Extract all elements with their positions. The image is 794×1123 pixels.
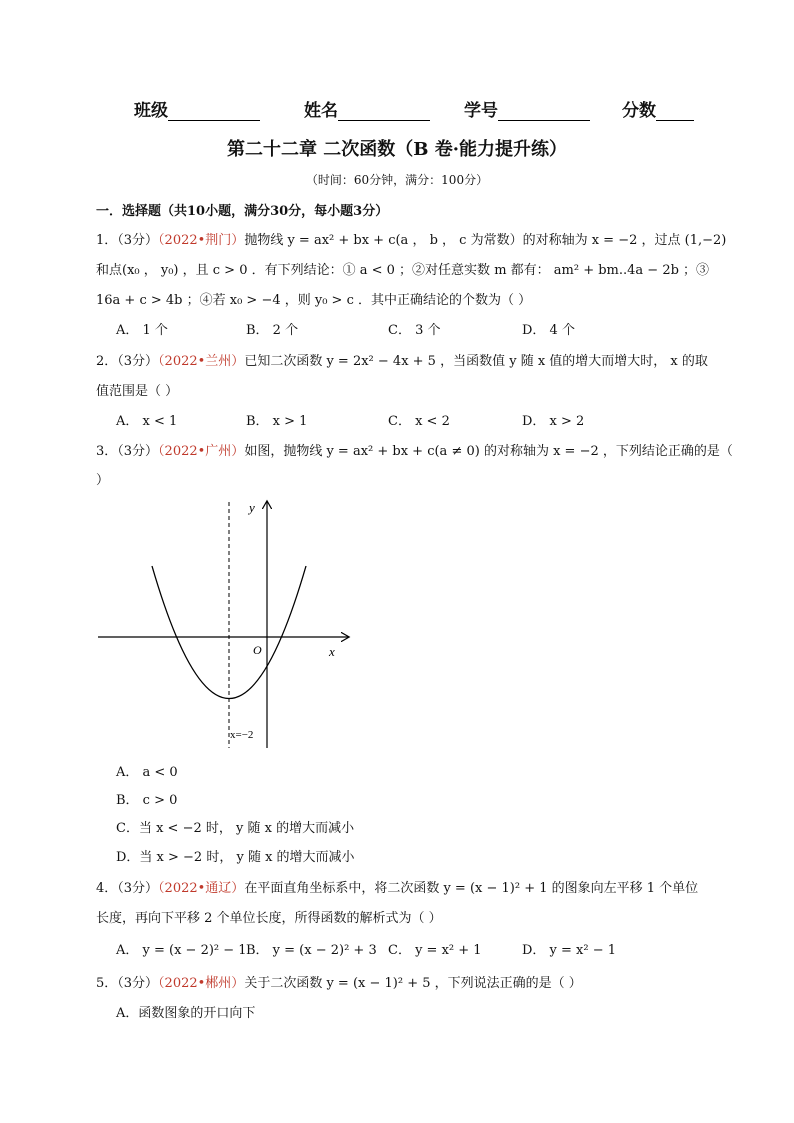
q2-text-1: 已知二次函数 y = 2x² − 4x + 5 ，当函数值 y 随 x 值的增大而增大时， x 的取 xyxy=(244,354,708,369)
page-subtitle: （时间：60分钟，满分：100分） xyxy=(305,173,489,187)
q5-source: （2022•郴州） xyxy=(158,976,245,991)
number-field[interactable] xyxy=(464,96,590,121)
q3-option-b[interactable]: B． c > 0 xyxy=(116,793,178,808)
q1-option-c[interactable]: C． 3 个 xyxy=(388,323,441,338)
q1-option-d[interactable]: D． 4 个 xyxy=(522,323,575,338)
q4-source: （2022•通辽） xyxy=(158,881,245,896)
symmetry-line-label: x=−2 xyxy=(230,729,254,741)
q1-line-2: 和点(x₀ ， y₀) ，且 c > 0 ．有下列结论：① a < 0 ；②对任意实数 m 都有： am² + bm..4a − 2b ；③ xyxy=(96,263,710,278)
score-label: 分数 xyxy=(622,101,656,121)
class-blank[interactable] xyxy=(168,102,260,121)
number-blank[interactable] xyxy=(498,102,590,121)
score-blank[interactable] xyxy=(656,102,694,121)
q3-line-1 xyxy=(96,440,733,459)
name-field[interactable] xyxy=(304,96,430,121)
q3-option-c[interactable]: C．当 x < −2 时， y 随 x 的增大而减小 xyxy=(116,821,355,836)
q3-number: 3．（3分） xyxy=(96,444,159,459)
q1-number: 1．（3分） xyxy=(96,233,159,248)
q1-option-a[interactable]: A． 1 个 xyxy=(116,323,168,338)
parabola-graph xyxy=(90,494,360,756)
q1-line-3: 16a + c > 4b ；④若 x₀ > −4 ，则 y₀ > c ．其中正确结论的个数为（ ） xyxy=(96,293,532,308)
section-heading: 一．选择题（共10小题，满分30分，每小题3分） xyxy=(96,204,389,219)
q4-line-2: 长度，再向下平移 2 个单位长度，所得函数的解析式为（ ） xyxy=(96,911,442,926)
q1-option-b[interactable]: B． 2 个 xyxy=(246,323,299,338)
q4-text-1: 在平面直角坐标系中，将二次函数 y = (x − 1)² + 1 的图象向左平移 1 个单位 xyxy=(244,881,699,896)
q2-option-b[interactable]: B． x > 1 xyxy=(246,414,308,429)
q2-option-d[interactable]: D． x > 2 xyxy=(522,414,585,429)
q1-line-1 xyxy=(96,229,726,248)
name-label: 姓名 xyxy=(304,101,338,121)
q2-source: （2022•兰州） xyxy=(158,354,245,369)
q4-line-1 xyxy=(96,877,698,896)
y-axis-label: y xyxy=(249,500,255,515)
q5-number: 5．（3分） xyxy=(96,976,159,991)
q5-text-1: 关于二次函数 y = (x − 1)² + 5 ，下列说法正确的是（ ） xyxy=(244,976,582,991)
q4-option-a[interactable]: A． y = (x − 2)² − 1 xyxy=(116,943,247,958)
q2-option-c[interactable]: C． x < 2 xyxy=(388,414,450,429)
name-blank[interactable] xyxy=(338,102,430,121)
score-field[interactable] xyxy=(622,96,694,121)
q2-number: 2．（3分） xyxy=(96,354,159,369)
q5-option-a[interactable]: A．函数图象的开口向下 xyxy=(116,1006,256,1021)
q3-line-2: ） xyxy=(96,473,110,488)
q3-text-1: 如图，抛物线 y = ax² + bx + c(a ≠ 0) 的对称轴为 x = −2 ，下列结论正确的是（ xyxy=(244,444,733,459)
q1-text-1: 抛物线 y = ax² + bx + c(a ， b ， c 为常数）的对称轴为 x = −2 ，过点 (1,−2) xyxy=(244,233,727,248)
q4-number: 4．（3分） xyxy=(96,881,159,896)
q1-source: （2022•荆门） xyxy=(158,233,245,248)
number-label: 学号 xyxy=(464,101,498,121)
q2-line-2: 值范围是（ ） xyxy=(96,384,179,399)
class-field[interactable] xyxy=(134,96,260,121)
q4-option-b[interactable]: B． y = (x − 2)² + 3 xyxy=(246,943,377,958)
x-axis-label: x xyxy=(329,644,335,659)
class-label: 班级 xyxy=(134,101,168,121)
q3-source: （2022•广州） xyxy=(158,444,245,459)
q4-option-d[interactable]: D． y = x² − 1 xyxy=(522,943,617,958)
page-title: 第二十二章 二次函数（B 卷·能力提升练） xyxy=(226,139,567,160)
q2-option-a[interactable]: A． x < 1 xyxy=(116,414,178,429)
q3-option-d[interactable]: D．当 x > −2 时， y 随 x 的增大而减小 xyxy=(116,850,355,865)
q5-line-1 xyxy=(96,972,582,991)
q4-option-c[interactable]: C． y = x² + 1 xyxy=(388,943,482,958)
q3-option-a[interactable]: A． a < 0 xyxy=(116,765,178,780)
q2-line-1 xyxy=(96,350,708,369)
origin-label: O xyxy=(253,643,262,657)
